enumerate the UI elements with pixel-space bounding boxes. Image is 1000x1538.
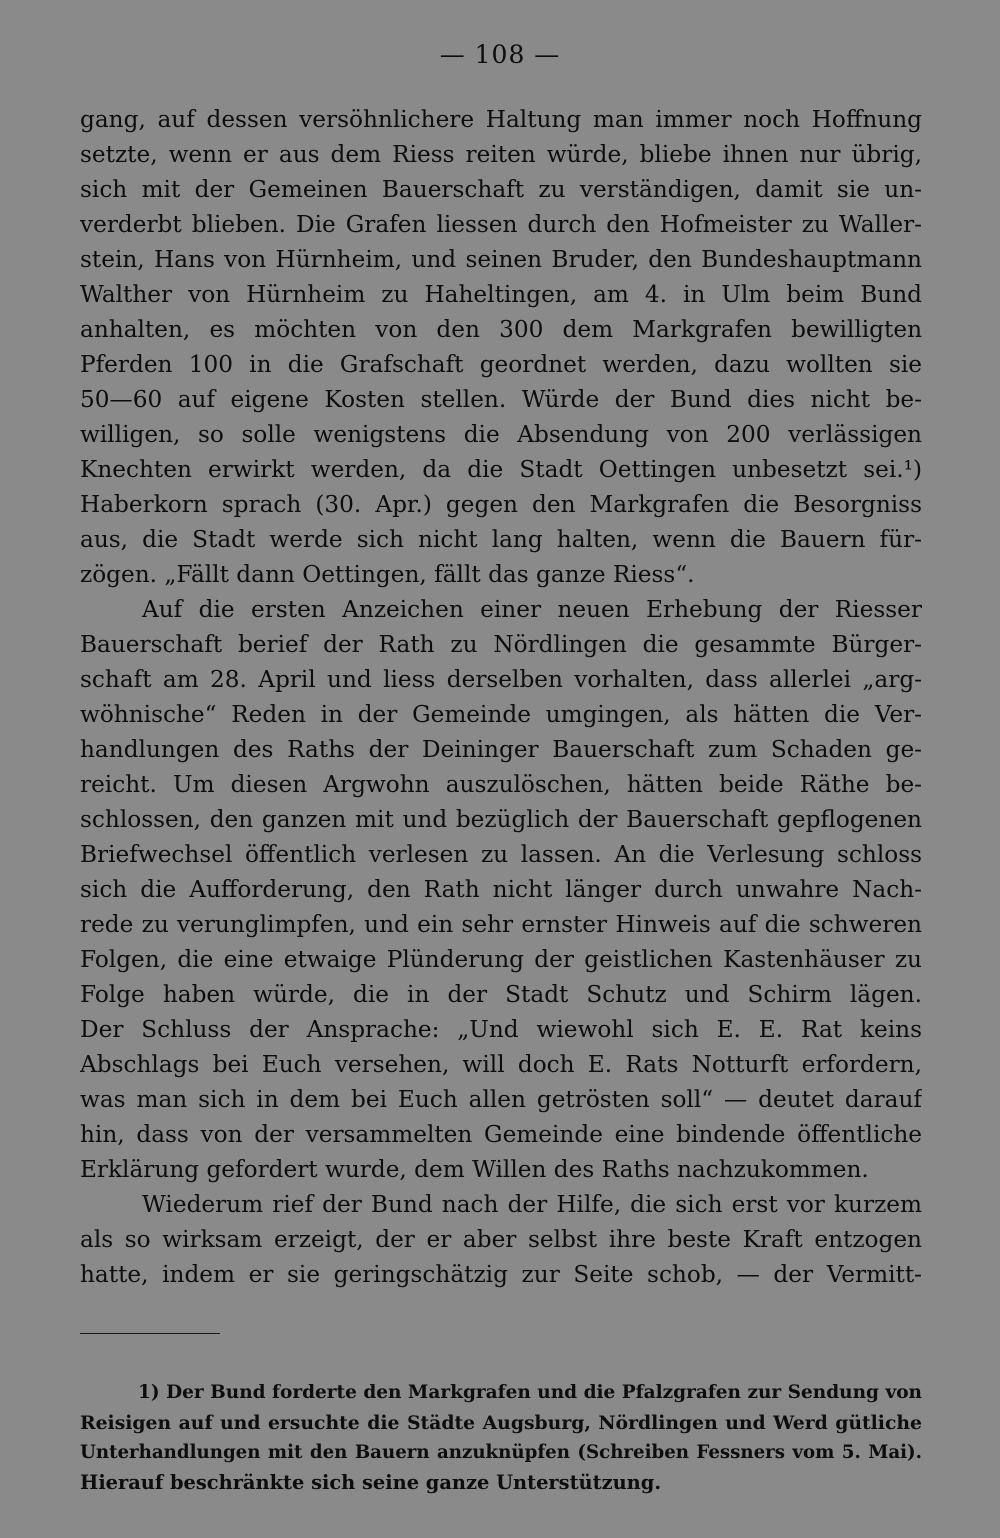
text-line: anhalten, es möchten von den 300 dem Markgrafen bewilligten: [80, 316, 922, 343]
text-line: setzte, wenn er aus dem Riess reiten würde, bliebe ihnen nur übrig,: [80, 141, 922, 168]
footnote-line: Reisigen auf und ersuchte die Städte Augsburg, Nördlingen und Werd gütliche: [80, 1412, 922, 1434]
footnote-line: Unterhandlungen mit den Bauern anzuknüpfen (Schreiben Fessners vom 5. Mai).: [80, 1442, 922, 1463]
footnote-line: Hierauf beschränkte sich seine ganze Unterstützung.: [80, 1471, 662, 1494]
text-line: Knechten erwirkt werden, da die Stadt Oettingen unbesetzt sei.¹): [80, 456, 922, 483]
text-line: Pferden 100 in die Grafschaft geordnet werden, dazu wollten sie: [80, 351, 922, 378]
text-line: Haberkorn sprach (30. Apr.) gegen den Markgrafen die Besorgniss: [80, 491, 922, 518]
text-line: schaft am 28. April und liess derselben vorhalten, dass allerlei „arg-: [80, 666, 922, 693]
text-line: 50—60 auf eigene Kosten stellen. Würde der Bund dies nicht be-: [80, 386, 922, 413]
text-line: handlungen des Raths der Deininger Bauerschaft zum Schaden ge-: [80, 736, 922, 763]
text-line: Auf die ersten Anzeichen einer neuen Erhebung der Riesser: [142, 596, 922, 623]
footnote: [80, 1378, 922, 1498]
text-line: schlossen, den ganzen mit und bezüglich der Bauerschaft gepflogenen: [80, 806, 922, 833]
text-line: Folgen, die eine etwaige Plünderung der geistlichen Kastenhäuser zu: [80, 946, 922, 973]
text-line: als so wirksam erzeigt, der er aber selbst ihre beste Kraft entzogen: [80, 1226, 922, 1253]
text-line: Bauerschaft berief der Rath zu Nördlingen die gesammte Bürger-: [80, 631, 922, 658]
text-line: verderbt blieben. Die Grafen liessen durch den Hofmeister zu Waller-: [80, 211, 922, 238]
text-line: was man sich in dem bei Euch allen getrösten soll“ — deutet darauf: [80, 1086, 922, 1113]
text-line: hin, dass von der versammelten Gemeinde eine bindende öffentliche: [80, 1121, 922, 1148]
text-line: Briefwechsel öffentlich verlesen zu lassen. An die Verlesung schloss: [80, 841, 922, 868]
text-line: sich mit der Gemeinen Bauerschaft zu verständigen, damit sie un-: [80, 176, 922, 203]
body-text: [80, 102, 922, 1292]
text-line: wöhnische“ Reden in der Gemeinde umgingen, als hätten die Ver-: [80, 701, 922, 728]
text-line: willigen, so solle wenigstens die Absendung von 200 verlässigen: [80, 421, 922, 448]
page-number: — 108 —: [439, 40, 561, 69]
text-line: gang, auf dessen versöhnlichere Haltung man immer noch Hoffnung: [80, 106, 922, 133]
footnote-line: 1) Der Bund forderte den Markgrafen und die Pfalzgrafen zur Sendung von: [138, 1382, 922, 1403]
text-line: stein, Hans von Hürnheim, und seinen Bruder, den Bundeshauptmann: [80, 246, 922, 273]
text-line: Wiederum rief der Bund nach der Hilfe, die sich erst vor kurzem: [142, 1191, 922, 1218]
text-line: reicht. Um diesen Argwohn auszulöschen, hätten beide Räthe be-: [80, 771, 922, 798]
text-line: zögen. „Fällt dann Oettingen, fällt das ganze Riess“.: [80, 561, 695, 588]
footnote-divider: [80, 1333, 220, 1334]
text-line: Folge haben würde, die in der Stadt Schutz und Schirm lägen.: [80, 981, 922, 1008]
text-line: Erklärung gefordert wurde, dem Willen des Raths nachzukommen.: [80, 1156, 869, 1183]
text-line: rede zu verunglimpfen, und ein sehr ernster Hinweis auf die schweren: [80, 911, 922, 938]
text-line: Abschlags bei Euch versehen, will doch E. Rats Notturft erfordern,: [80, 1051, 922, 1078]
text-line: hatte, indem er sie geringschätzig zur Seite schob, — der Vermitt-: [80, 1261, 922, 1288]
text-line: Walther von Hürnheim zu Haheltingen, am 4. in Ulm beim Bund: [80, 281, 922, 308]
text-line: aus, die Stadt werde sich nicht lang halten, wenn die Bauern für-: [80, 526, 922, 553]
text-line: sich die Aufforderung, den Rath nicht länger durch unwahre Nach-: [80, 876, 922, 903]
text-line: Der Schluss der Ansprache: „Und wiewohl sich E. E. Rat keins: [80, 1016, 922, 1043]
